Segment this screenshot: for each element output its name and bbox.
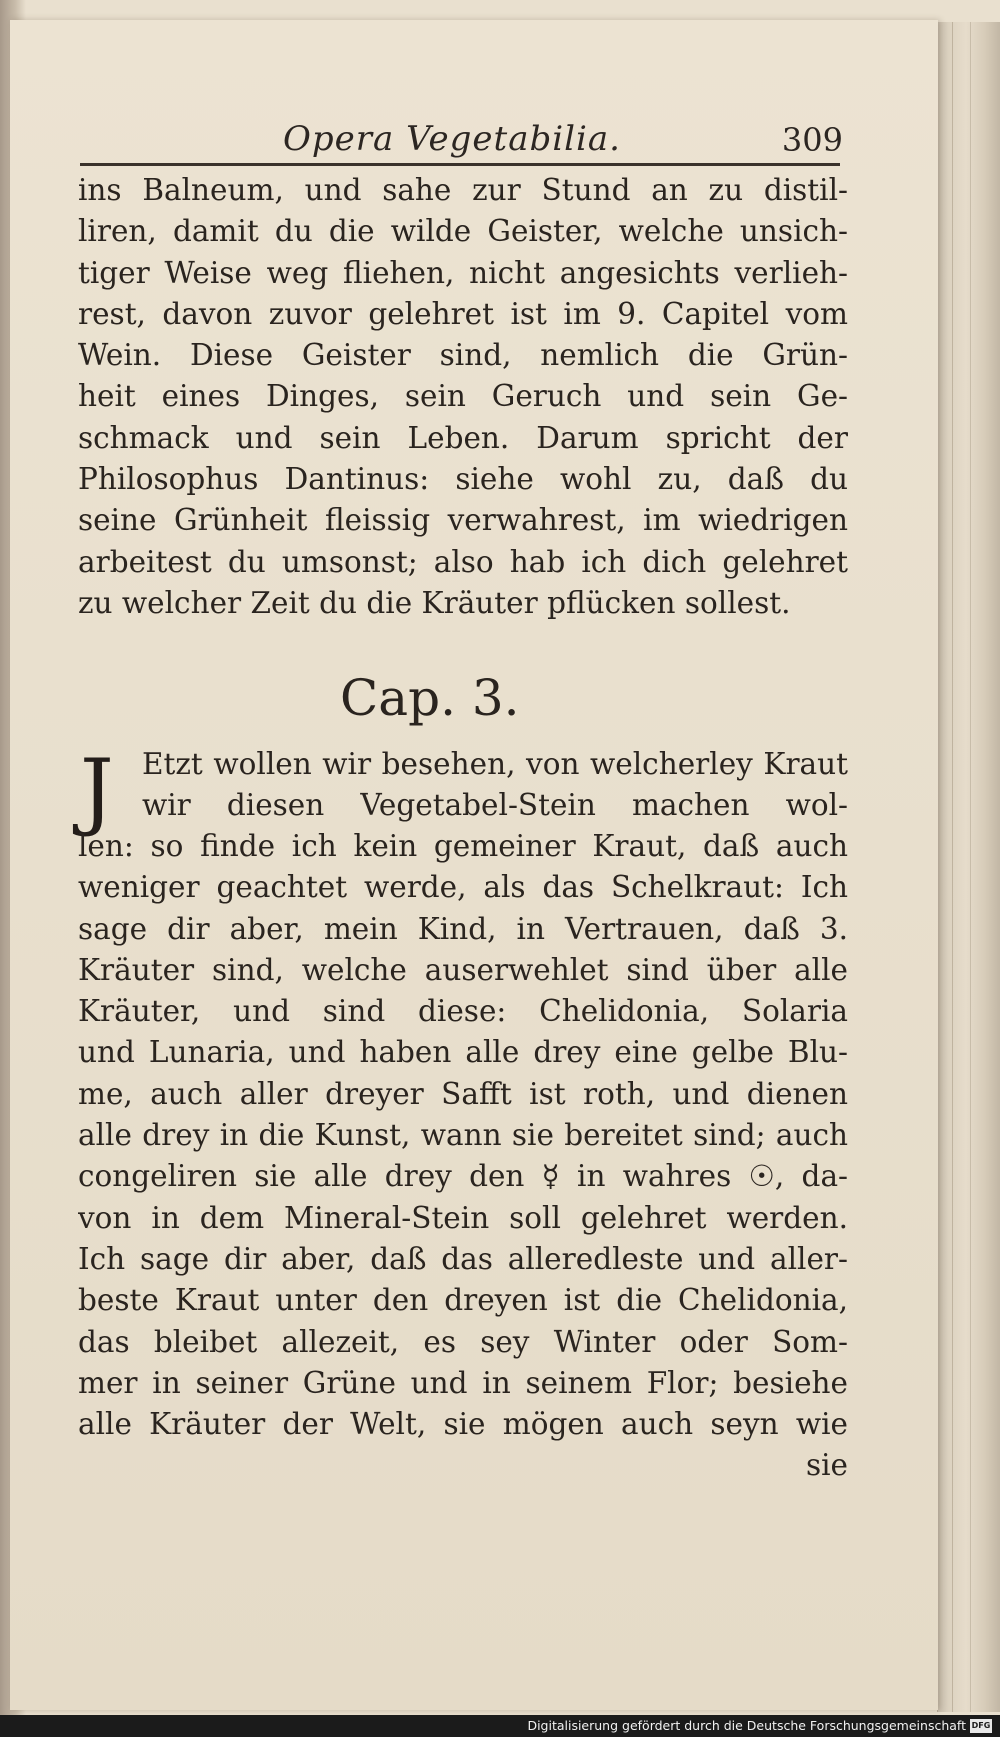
text-line: alle drey in die Kunst, wann sie bereitet sind; auch xyxy=(78,1118,848,1153)
text-line: alle Kräuter der Welt, sie mögen auch seyn wie xyxy=(78,1407,848,1442)
text-line: arbeitest du umsonst; also hab ich dich gelehret xyxy=(78,544,848,579)
paragraph-one xyxy=(78,170,848,624)
text-line: und Lunaria, und haben alle drey eine gelbe Blu- xyxy=(78,1035,848,1070)
dfg-logo xyxy=(970,1719,992,1733)
running-head xyxy=(283,115,843,161)
text-line: Kräuter, und sind diese: Chelidonia, Solaria xyxy=(78,994,848,1029)
paragraph-two-indented xyxy=(142,744,848,827)
text-line: schmack und sein Leben. Darum spricht der xyxy=(78,420,848,455)
chapter-heading: Cap. 3. xyxy=(340,669,520,727)
text-line: len: so finde ich kein gemeiner Kraut, daß auch xyxy=(78,829,848,863)
text-line: ins Balneum, und sahe zur Stund an zu distil- xyxy=(78,173,848,207)
text-line: me, auch aller dreyer Safft ist roth, und dienen xyxy=(78,1076,848,1111)
catchword: sie xyxy=(805,1448,848,1483)
paragraph-two xyxy=(78,826,848,1487)
text-line: weniger geachtet werde, als das Schelkraut: Ich xyxy=(78,870,848,905)
text-line: Wein. Diese Geister sind, nemlich die Grün- xyxy=(78,338,848,373)
header-rule xyxy=(80,163,840,166)
text-line: zu welcher Zeit du die Kräuter pflücken sollest. xyxy=(78,585,791,620)
text-line: seine Grünheit fleissig verwahrest, im wiedrigen xyxy=(78,503,848,538)
drop-initial: J xyxy=(80,741,114,839)
text-line: rest, davon zuvor gelehret ist im 9. Capitel vom xyxy=(78,296,848,331)
text-line: Etzt wollen wir besehen, von welcherley Kraut xyxy=(142,747,848,781)
text-line: wir diesen Vegetabel-Stein machen wol- xyxy=(142,788,848,823)
text-line: von in dem Mineral-Stein soll gelehret werden. xyxy=(78,1200,848,1235)
funding-notice: Digitalisierung gefördert durch die Deutsche Forschungsgemeinschaft xyxy=(527,1718,966,1733)
text-line: tiger Weise weg fliehen, nicht angesichts verlieh- xyxy=(78,255,848,290)
text-line: mer in seiner Grüne und in seinem Flor; besiehe xyxy=(78,1365,848,1400)
text-line: liren, damit du die wilde Geister, welche unsich- xyxy=(78,214,848,249)
text-line: congeliren sie alle drey den ☿ in wahres ☉, da- xyxy=(78,1159,848,1194)
text-line: das bleibet allezeit, es sey Winter oder Som- xyxy=(78,1324,848,1359)
text-line: heit eines Dinges, sein Geruch und sein Ge- xyxy=(78,379,848,414)
text-line: Kräuter sind, welche auserwehlet sind über alle xyxy=(78,952,848,987)
text-line: sage dir aber, mein Kind, in Vertrauen, daß 3. xyxy=(78,911,848,946)
dfg-logo-label: DFG xyxy=(971,1721,991,1730)
text-line: Philosophus Dantinus: siehe wohl zu, daß du xyxy=(78,462,848,497)
digitization-footer xyxy=(0,1715,1000,1737)
text-line: Ich sage dir aber, daß das alleredleste und aller- xyxy=(78,1241,848,1276)
page-edges xyxy=(937,22,1000,1712)
running-title: Opera Vegetabilia. xyxy=(283,119,621,159)
page-number: 309 xyxy=(781,121,843,159)
text-line: beste Kraut unter den dreyen ist die Chelidonia, xyxy=(78,1283,848,1318)
